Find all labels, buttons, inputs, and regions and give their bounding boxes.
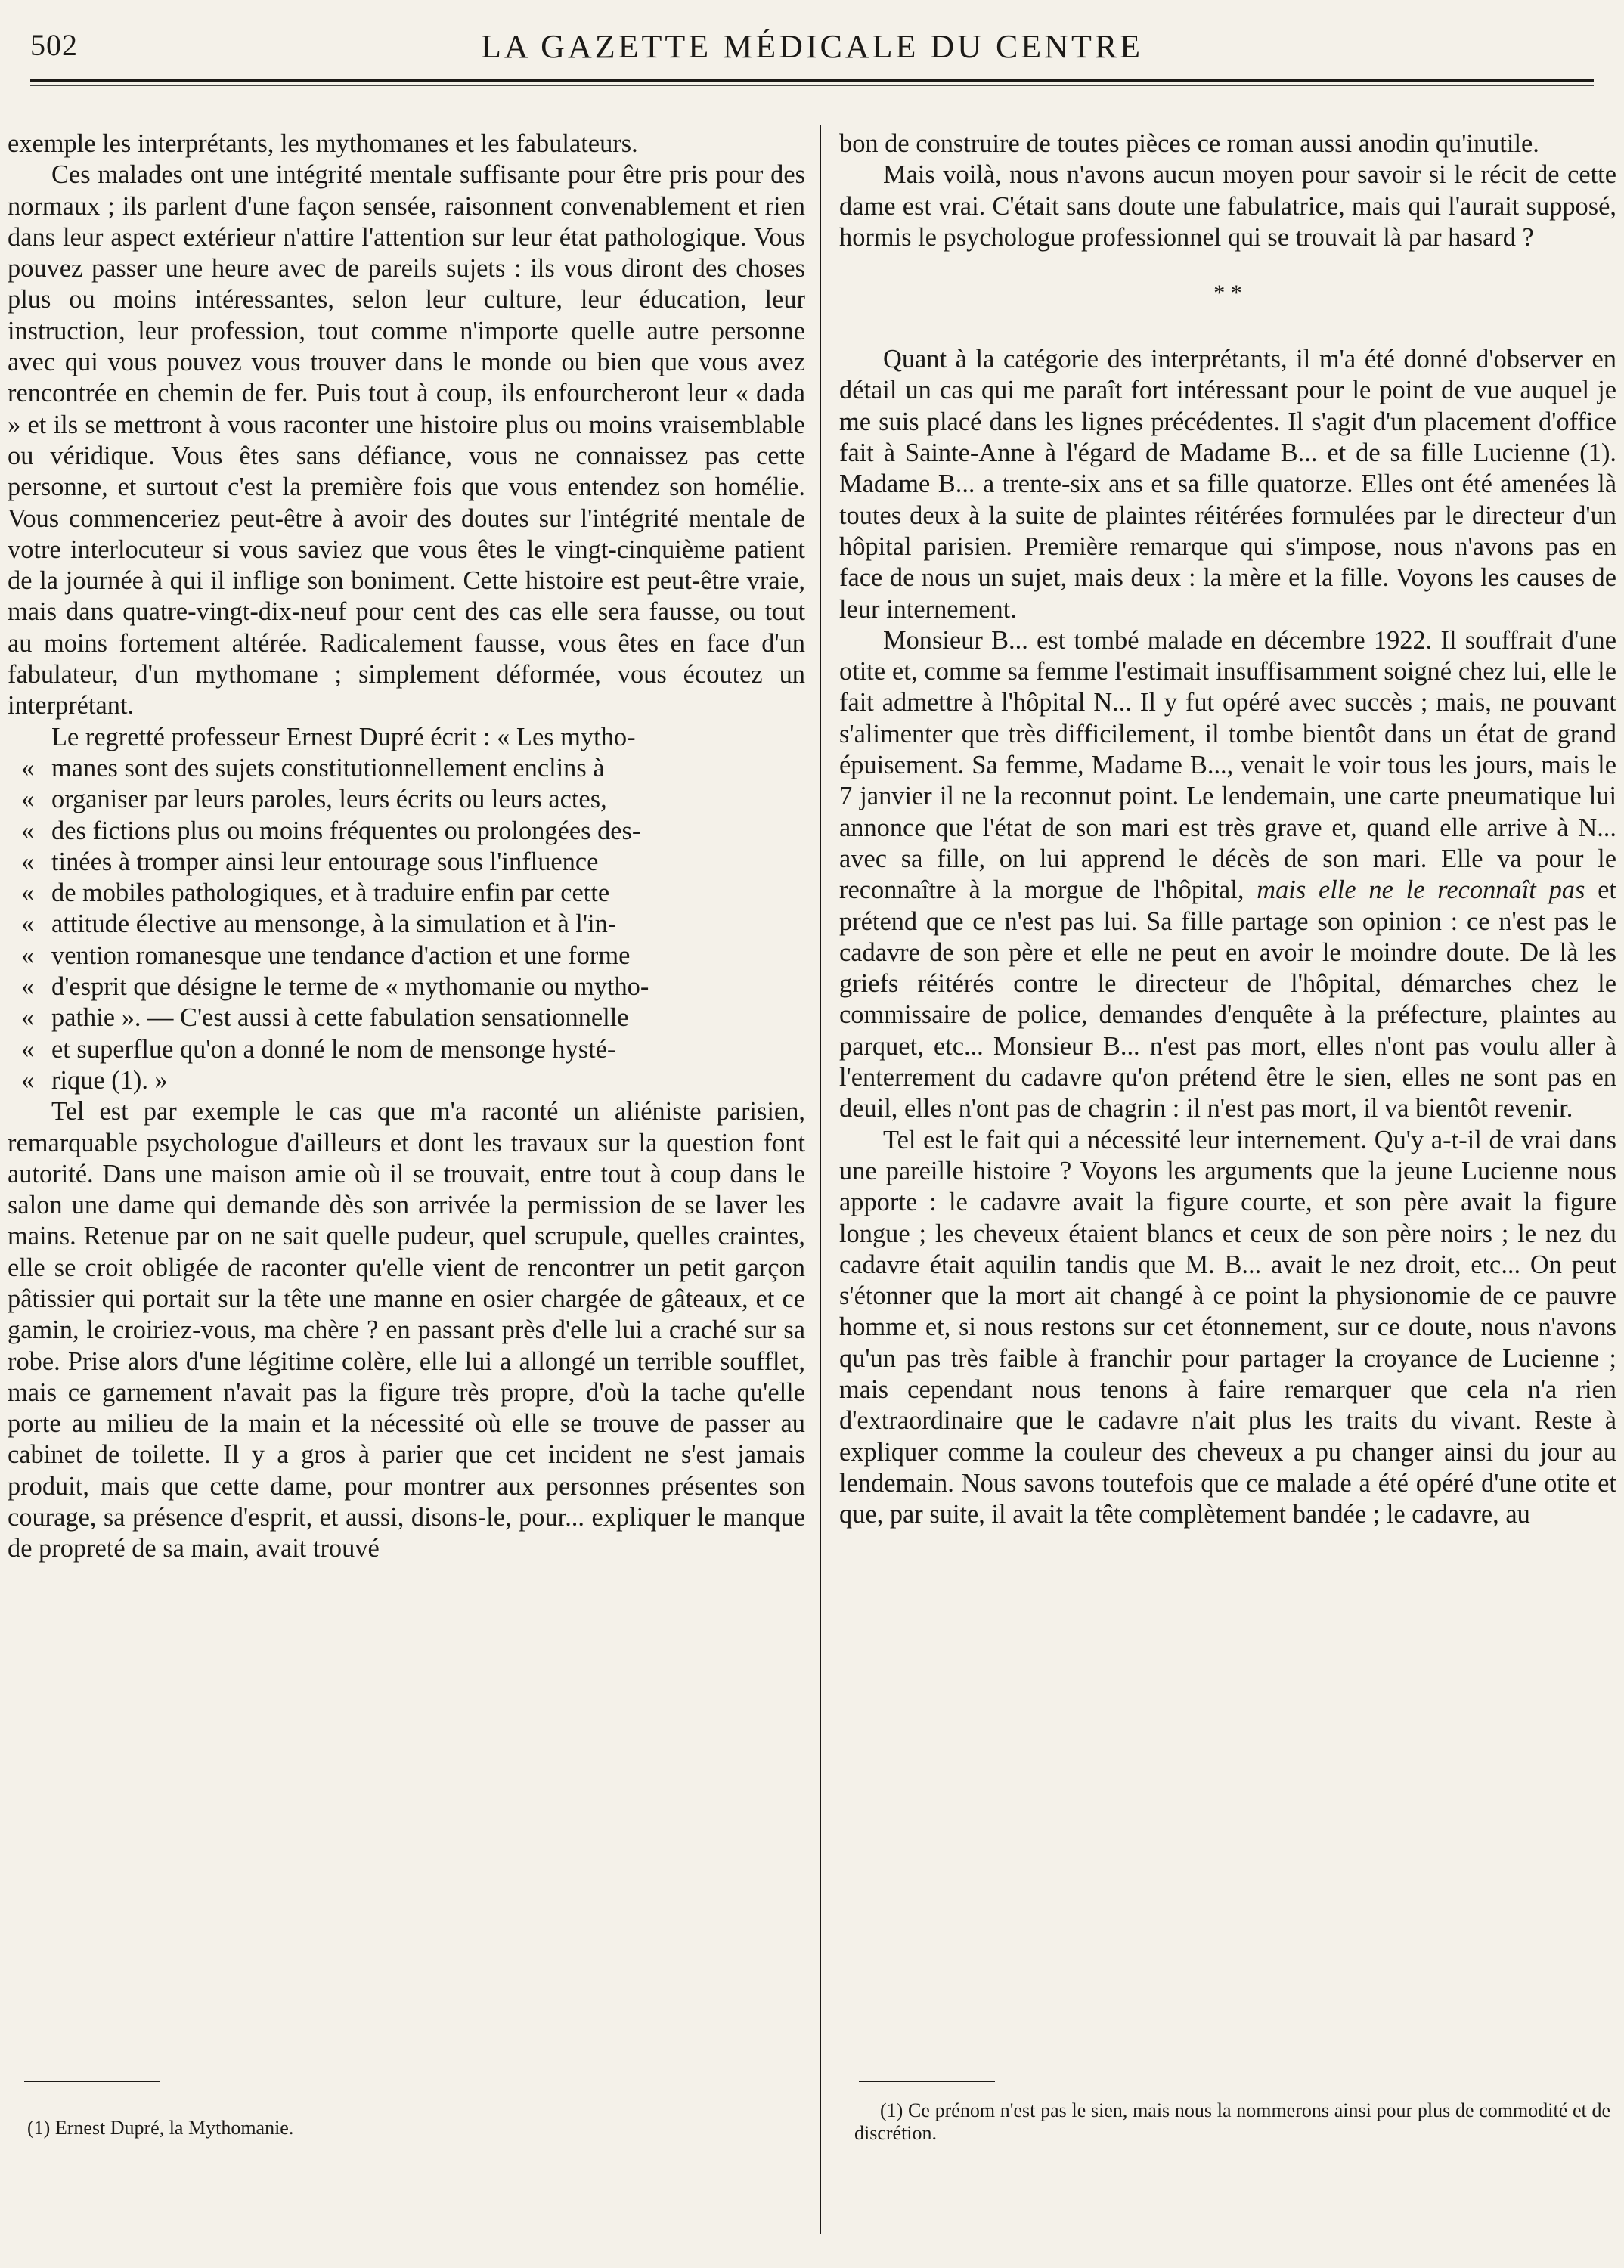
quote-line bbox=[8, 816, 805, 847]
quote-line-text: et superflue qu'on a donné le nom de mensonge hysté- bbox=[51, 1034, 616, 1064]
paragraph: Tel est le fait qui a nécessité leur internement. Qu'y a-t-il de vrai dans une pareille histoire ? Voyons les arguments que la jeune Lucienne nous apporte : le cadavre avait la figure courte, et son père avait la figure longue ; les cheveux étaient blancs et ceux de son père noirs ; le nez du cadavre était aquilin tandis que M. B... avait le nez droit, etc... On peut s'étonner que la mort ait changé à ce point la physionomie de ce pauvre homme et, si nous restons sur cet étonnement, sur ce doute, nous n'avons qu'un pas très faible à franchir pour partager la croyance de Lucienne ; mais cependant nous tenons à faire remarquer que cela n'a rien d'extraordinaire que le cadavre n'ait plus les traits du vivant. Reste à expliquer comme la couleur des cheveux a pu changer ainsi du jour au lendemain. Nous savons toutefois que ce malade a été opéré d'une otite et que, par suite, il avait la tête complètement bandée ; le cadavre, au bbox=[839, 1125, 1616, 1529]
quote-line-text: attitude élective au mensonge, à la simulation et à l'in- bbox=[51, 909, 617, 939]
quote-intro: Le regretté professeur Ernest Dupré écrit : « Les mytho- bbox=[51, 722, 636, 751]
quote-line bbox=[8, 784, 805, 815]
quote-line-text: de mobiles pathologiques, et à traduire enfin par cette bbox=[51, 878, 610, 908]
footnote-rule bbox=[859, 2081, 995, 2082]
quote-line-text: rique (1). » bbox=[51, 1065, 168, 1095]
footnote-rule bbox=[24, 2081, 160, 2082]
quote-mark: « bbox=[21, 1003, 35, 1033]
paragraph-text: et prétend que ce n'est pas lui. Sa fille partage son opinion : ce n'est pas le cadavre de son père et elle ne peut en avoir le moindre doute. De là les griefs réitérés contre le directeur de l'hôpital, démarches chez le commissaire de police, demandes d'enquête à la préfecture, plaintes au parquet, etc... Monsieur B... n'est pas mort, elles n'ont pas voulu aller à l'enterrement du cadavre qu'on prétend être le sien, elles ne sont pas en deuil, elles n'ont pas de chagrin : il n'est pas mort, il va bientôt revenir. bbox=[839, 875, 1616, 1123]
quote-line-text: manes sont des sujets constitutionnellement enclins à bbox=[51, 753, 605, 782]
column-divider bbox=[820, 125, 821, 2234]
header-rule-thin bbox=[30, 85, 1594, 86]
footnote-text: (1) Ce prénom n'est pas le sien, mais nous la nommerons ainsi pour plus de commodité et de discrétion. bbox=[854, 2099, 1610, 2144]
quote-line-text: organiser par leurs paroles, leurs écrits ou leurs actes, bbox=[51, 785, 607, 814]
running-title: LA GAZETTE MÉDICALE DU CENTRE bbox=[480, 28, 1144, 65]
quote-line-text: d'esprit que désigne le terme de « mythomanie ou mytho- bbox=[51, 972, 649, 1002]
italic-emphasis: mais elle ne le reconnaît pas bbox=[1257, 875, 1585, 905]
quote-mark: « bbox=[21, 816, 35, 845]
quote-line-text: des fictions plus ou moins fréquentes ou prolongées des- bbox=[51, 816, 641, 845]
paragraph: Tel est par exemple le cas que m'a raconté un aliéniste parisien, remarquable psychologue d'ailleurs et dont les travaux sur la question font autorité. Dans une maison amie où il se trouvait, entre tout à coup dans le salon une dame qui demande dès son arrivée la permission de se laver les mains. Retenue par on ne sait quelle pudeur, quel scrupule, quelles craintes, elle se croit obligée de raconter qu'elle vient de rencontrer un petit garçon pâtissier qui portait sur la tête une manne en osier chargée de gâteaux, et ce gamin, le croiriez-vous, ma chère ? en passant près d'elle lui a craché sur sa robe. Prise alors d'une légitime colère, elle lui a allongé un terrible soufflet, mais ce garnement n'avait pas la figure très propre, d'où la tache qu'elle porte au milieu de la main et la nécessité où elle se trouve de passer au cabinet de toilette. Il y a gros à parier que cet incident ne s'est jamais produit, mais que cette dame, pour montrer aux personnes présentes son courage, sa présence d'esprit, et aussi, disons-le, pour... expliquer le manque de propreté de sa main, avait trouvé bbox=[8, 1097, 805, 1563]
section-asterism: * * bbox=[1213, 280, 1242, 306]
quote-mark: « bbox=[21, 940, 35, 970]
quote-mark: « bbox=[21, 1065, 35, 1095]
page-number: 502 bbox=[30, 28, 78, 62]
page-header bbox=[30, 27, 1594, 73]
quote-line bbox=[8, 1065, 805, 1096]
quote-line-text: pathie ». — C'est aussi à cette fabulation sensationnelle bbox=[51, 1003, 629, 1033]
quote-mark: « bbox=[21, 1034, 35, 1064]
paragraph-text: Monsieur B... est tombé malade en décembre 1922. Il souffrait d'une otite et, comme sa femme l'estimait insuffisamment soigné chez lui, elle le fait admettre à l'hôpital N... Il y fut opéré avec succès ; mais, ne pouvant s'alimenter que très difficilement, il tombe bientôt dans un état de grand épuisement. Sa femme, Madame B..., venait le voir tous les jours, mais le 7 janvier il ne la reconnut point. Le lendemain, une carte pneumatique lui annonce que l'état de son mari est très grave et, quand elle arrive à N... avec sa fille, on lui apprend le décès de son mari. Elle va pour le reconnaître à la morgue de l'hôpital, bbox=[839, 625, 1616, 905]
quote-line bbox=[8, 1002, 805, 1033]
footnote-left: (1) Ernest Dupré, la Mythomanie. bbox=[27, 2117, 294, 2139]
quote-line bbox=[8, 878, 805, 909]
footnote-right bbox=[854, 2099, 1610, 2145]
quote-mark: « bbox=[21, 909, 35, 939]
paragraph: Ces malades ont une intégrité mentale suffisante pour être pris pour des normaux ; ils parlent d'une façon sensée, raisonnent convenablement et rien dans leur aspect extérieur n'attire l'attention sur leur état pathologique. Vous pouvez passer une heure avec de pareils sujets : ils vous diront des choses plus ou moins intéressantes, selon leur culture, leur éducation, leur instruction, leur profession, tout comme n'importe quelle autre personne avec qui vous pouvez vous trouver dans le monde ou bien que vous avez rencontrée en chemin de fer. Puis tout à coup, ils enfourcheront leur « dada » et ils se mettront à vous raconter une histoire plus ou moins vraisemblable ou véridique. Vous êtes sans défiance, vous ne connaissez pas cette personne, et surtout c'est la première fois que vous entendez son homélie. Vous commenceriez peut-être à avoir des doutes sur l'intégrité mentale de votre interlocuteur si vous saviez que vous êtes le vingt-cinquième patient de la journée à qui il inflige son boniment. Cette histoire est peut-être vraie, mais dans quatre-vingt-dix-neuf pour cent des cas elle sera fausse, ou tout au moins fortement altérée. Radicalement fausse, vous êtes en face d'un fabulateur, d'un mythomane ; simplement déformée, vous écoutez un interprétant. bbox=[8, 160, 805, 720]
quote-line bbox=[8, 847, 805, 878]
quote-mark: « bbox=[21, 972, 35, 1002]
quote-line bbox=[8, 753, 805, 784]
quote-line bbox=[8, 1034, 805, 1065]
quote-line bbox=[8, 971, 805, 1002]
paragraph: Quant à la catégorie des interprétants, il m'a été donné d'observer en détail un cas qui me paraît fort intéressant pour le point de vue auquel je me suis placé dans les lignes précédentes. Il s'agit d'un placement d'office fait à Sainte-Anne à l'égard de Madame B... et de sa fille Lucienne (1). Madame B... a trente-six ans et sa fille quatorze. Elles ont été amenées là toutes deux à la suite de plaintes réitérées formulées par le directeur d'un hôpital parisien. Première remarque qui s'impose, nous n'avons pas en face de nous un sujet, mais deux : la mère et la fille. Voyons les causes de leur internement. bbox=[839, 345, 1616, 624]
quote-line bbox=[8, 940, 805, 971]
quote-mark: « bbox=[21, 847, 35, 876]
header-rule bbox=[30, 79, 1594, 82]
paragraph-continuation: exemple les interprétants, les mythomanes et les fabulateurs. bbox=[8, 129, 638, 158]
quote-mark: « bbox=[21, 878, 35, 908]
quote-line-text: vention romanesque une tendance d'action et une forme bbox=[51, 940, 631, 970]
quote-mark: « bbox=[21, 753, 35, 782]
left-column bbox=[8, 129, 805, 1565]
paragraph bbox=[839, 625, 1616, 1125]
right-column bbox=[839, 129, 1616, 1530]
dupre-quotation bbox=[8, 753, 805, 1096]
quote-line bbox=[8, 909, 805, 940]
paragraph-continuation: bon de construire de toutes pièces ce roman aussi anodin qu'inutile. bbox=[839, 129, 1539, 158]
quote-line-text: tinées à tromper ainsi leur entourage sous l'influence bbox=[51, 847, 599, 876]
paragraph: Mais voilà, nous n'avons aucun moyen pour savoir si le récit de cette dame est vrai. C'était sans doute une fabulatrice, mais qui l'aurait supposé, hormis le psychologue professionnel qui se trouvait là par hasard ? bbox=[839, 160, 1616, 252]
quote-mark: « bbox=[21, 785, 35, 814]
